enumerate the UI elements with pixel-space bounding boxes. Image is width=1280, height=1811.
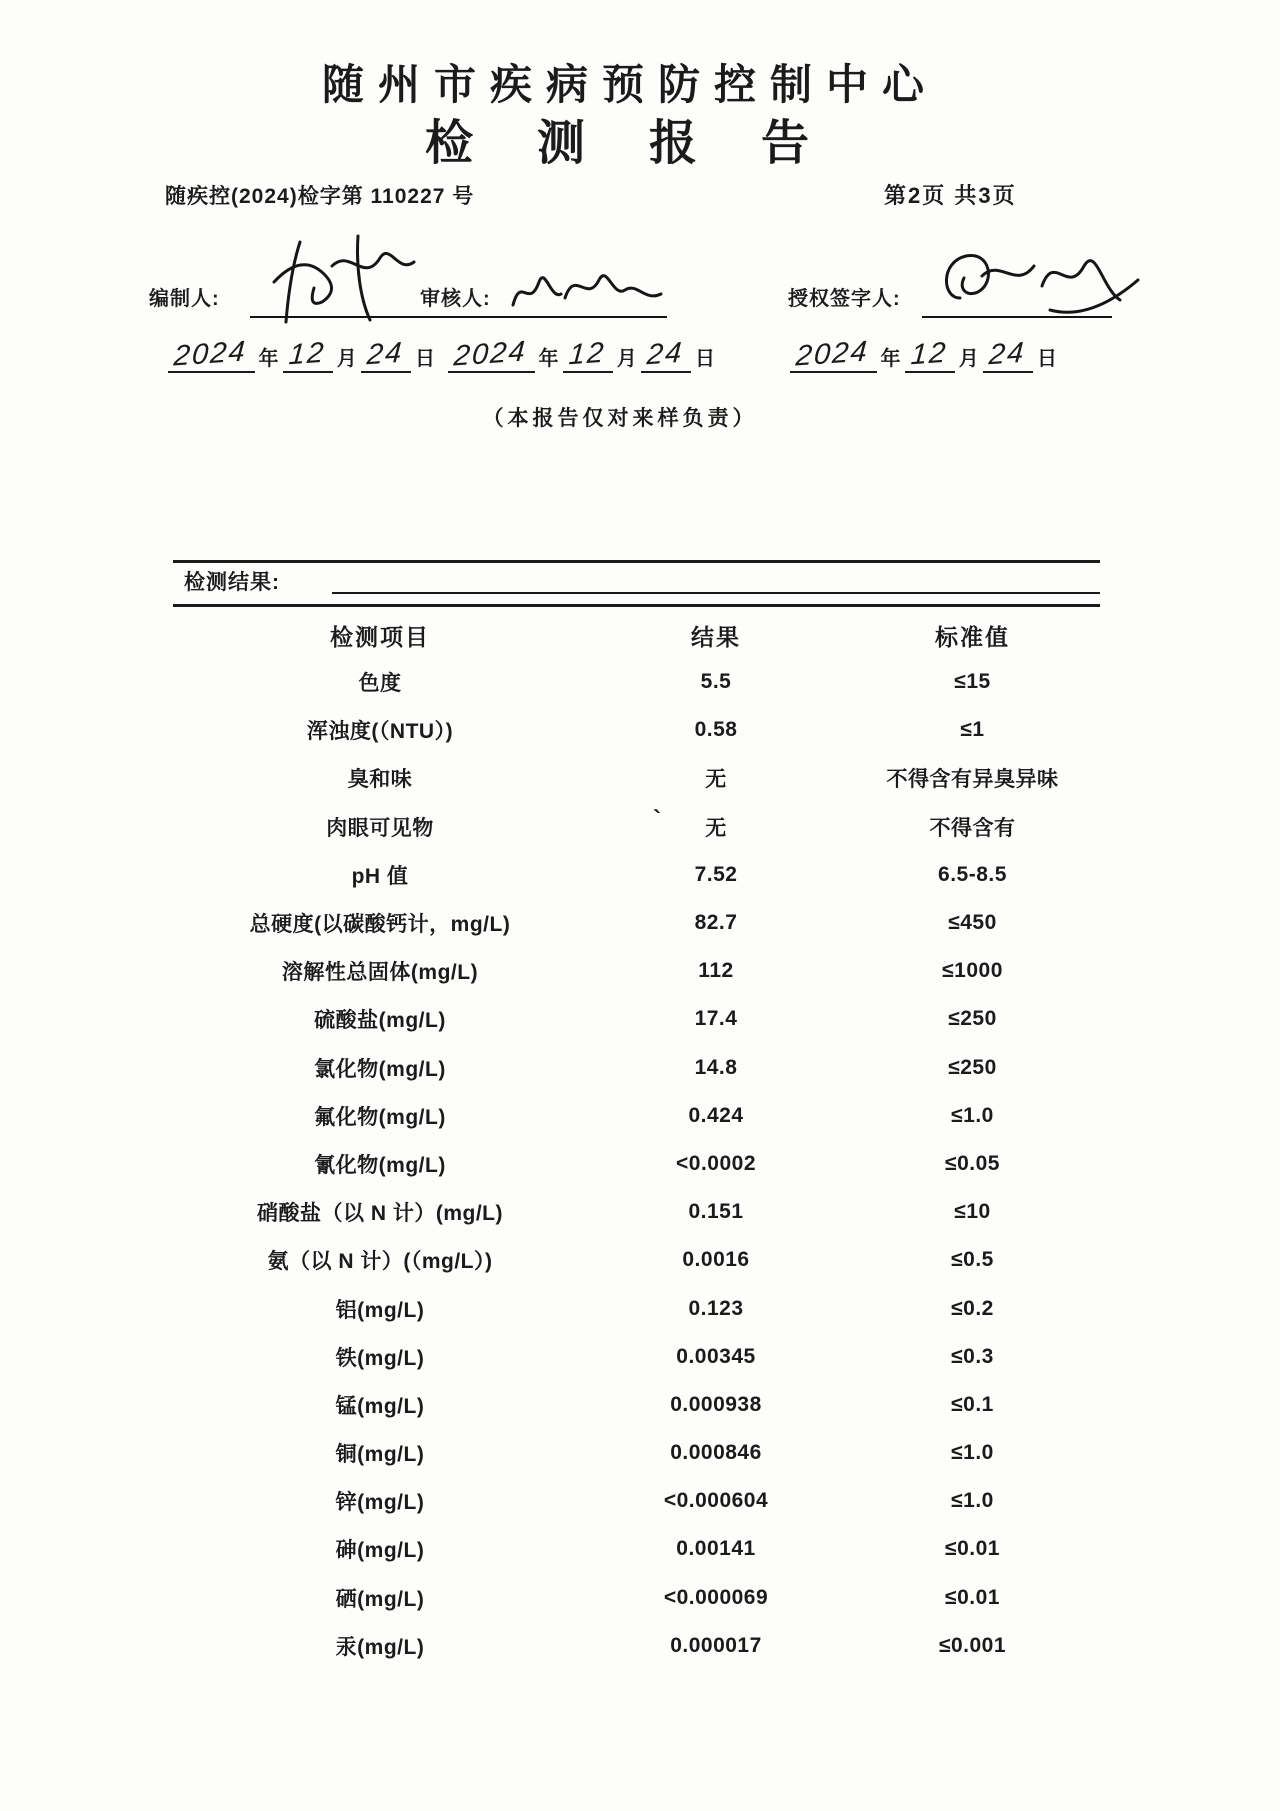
preparer-date-day: 24 [361,338,411,373]
result-row [173,1381,1100,1429]
result-item-name: 砷(mg/L) [335,1539,425,1563]
reviewer-label: 审核人: [420,288,491,310]
results-header-rule [173,604,1100,607]
column-header-item: 检测项目 [330,623,430,650]
result-row [173,658,1100,706]
result-item-name: 铁(mg/L) [335,1346,425,1370]
column-header-result: 结果 [691,623,741,650]
result-item-name: 溶解性总固体(mg/L) [281,961,479,985]
result-standard: ≤450 [948,911,997,935]
result-row [173,803,1100,851]
result-item-name: 硒(mg/L) [335,1587,425,1611]
results-header-row [173,612,1100,658]
result-value: 0.00141 [676,1537,756,1561]
result-standard: ≤1.0 [951,1441,994,1465]
result-value: <0.000604 [663,1489,769,1513]
reviewer-date-month: 12 [563,338,613,373]
result-standard: 不得含有异臭异味 [886,768,1059,792]
year-unit: 年 [538,348,559,370]
authorizer-date-year: 2024 [790,338,877,373]
result-standard: ≤250 [948,1055,997,1079]
result-item-name: 氟化物(mg/L) [314,1105,446,1129]
preparer-date-month: 12 [283,338,333,373]
result-value: 17.4 [694,1007,738,1031]
result-row [173,1333,1100,1381]
result-row [173,1236,1100,1284]
day-unit: 日 [695,348,716,370]
result-standard: ≤1 [960,718,985,742]
result-standard: ≤0.05 [945,1151,1000,1175]
result-standard: ≤0.01 [945,1537,1000,1561]
result-item-name: 硝酸盐（以 N 计）(mg/L) [257,1202,503,1226]
reviewer-date-day: 24 [641,338,691,373]
result-item-name: 色度 [358,672,402,696]
result-row [173,1429,1100,1477]
result-row [173,1622,1100,1670]
result-row [173,1574,1100,1622]
result-item-name: pH 值 [351,864,409,888]
preparer-label: 编制人: [149,288,220,310]
month-unit: 月 [336,348,357,370]
result-standard: ≤1000 [942,959,1003,983]
results-table-body [173,658,1100,1670]
result-item-name: 铜(mg/L) [335,1443,425,1467]
month-unit: 月 [616,348,637,370]
result-value: 112 [698,959,734,983]
result-row [173,1284,1100,1332]
result-value: 0.000017 [670,1633,762,1657]
result-row [173,754,1100,802]
result-item-name: 硫酸盐(mg/L) [314,1009,446,1033]
authorizer-date [790,335,1061,373]
result-row [173,1525,1100,1573]
result-standard: ≤0.3 [951,1344,994,1368]
result-row [173,947,1100,995]
result-value: 0.000846 [670,1441,762,1465]
result-item-name: 铝(mg/L) [335,1298,425,1322]
result-value: 0.424 [688,1103,744,1127]
authorizer-signature [930,238,1145,333]
result-standard: ≤0.1 [951,1392,994,1416]
result-standard: ≤10 [954,1200,991,1224]
report-scope-note: （本报告仅对来样负责） [482,407,758,430]
result-value: 无 [705,768,727,792]
result-item-name: 浑浊度(（NTU）) [306,720,454,744]
result-row [173,1044,1100,1092]
preparer-date [168,335,439,373]
result-standard: ≤0.5 [951,1248,994,1272]
result-value: 无 [705,816,727,840]
page-number: 第2页 共3页 [884,183,1017,208]
result-row [173,995,1100,1043]
result-value: 14.8 [694,1055,738,1079]
results-table [173,612,1100,1670]
result-value: <0.000069 [663,1585,769,1609]
result-row [173,1140,1100,1188]
result-row [173,706,1100,754]
result-value: 0.58 [694,718,738,742]
result-row [173,899,1100,947]
result-item-name: 肉眼可见物 [326,816,434,840]
results-label-underline [332,592,1100,594]
result-standard: ≤15 [954,670,991,694]
results-top-rule [173,560,1100,563]
result-standard: ≤1.0 [951,1489,994,1513]
document-number: 随疾控(2024)检字第 110227 号 [165,185,475,208]
result-row [173,1477,1100,1525]
result-standard: 6.5-8.5 [938,862,1007,886]
reviewer-signature [505,250,670,320]
result-row [173,1092,1100,1140]
result-standard: ≤0.001 [938,1633,1007,1657]
organization-title: 随州市疾病预防控制中心 [321,63,938,109]
result-value: <0.0002 [676,1151,756,1175]
preparer-signature [262,222,432,332]
month-unit: 月 [958,348,979,370]
authorizer-date-month: 12 [905,338,955,373]
result-value: 0.000938 [670,1392,762,1416]
result-standard: ≤0.2 [951,1296,994,1320]
result-value: 7.52 [694,862,738,886]
result-value: 5.5 [700,670,732,694]
result-item-name: 锌(mg/L) [335,1491,425,1515]
result-value: 0.0016 [682,1248,750,1272]
result-item-name: 锰(mg/L) [335,1394,425,1418]
result-item-name: 氯化物(mg/L) [314,1057,446,1081]
reviewer-date-year: 2024 [448,338,535,373]
result-value: 0.151 [688,1200,744,1224]
result-standard: ≤250 [948,1007,997,1031]
result-item-name: 氰化物(mg/L) [314,1153,446,1177]
day-unit: 日 [1037,348,1058,370]
day-unit: 日 [415,348,436,370]
result-standard: ≤0.01 [945,1585,1000,1609]
results-section-label: 检测结果: [184,571,280,594]
result-value: 0.00345 [676,1344,756,1368]
result-item-name: 汞(mg/L) [335,1635,425,1659]
authorizer-label: 授权签字人: [788,288,901,310]
preparer-date-year: 2024 [168,338,255,373]
authorizer-date-day: 24 [983,338,1033,373]
result-standard: 不得含有 [929,816,1016,840]
result-item-name: 总硬度(以碳酸钙计，mg/L) [249,913,511,937]
result-item-name: 臭和味 [347,768,413,792]
column-header-standard: 标准值 [935,623,1010,650]
scan-artifact-mark: ` [653,806,661,833]
year-unit: 年 [880,348,901,370]
result-row [173,1188,1100,1236]
year-unit: 年 [258,348,279,370]
reviewer-date [448,335,719,373]
result-standard: ≤1.0 [951,1103,994,1127]
result-value: 0.123 [688,1296,744,1320]
result-row [173,851,1100,899]
result-value: 82.7 [694,911,738,935]
report-title: 检 测 报 告 [424,117,835,170]
result-item-name: 氨（以 N 计）(（mg/L）) [267,1250,493,1274]
